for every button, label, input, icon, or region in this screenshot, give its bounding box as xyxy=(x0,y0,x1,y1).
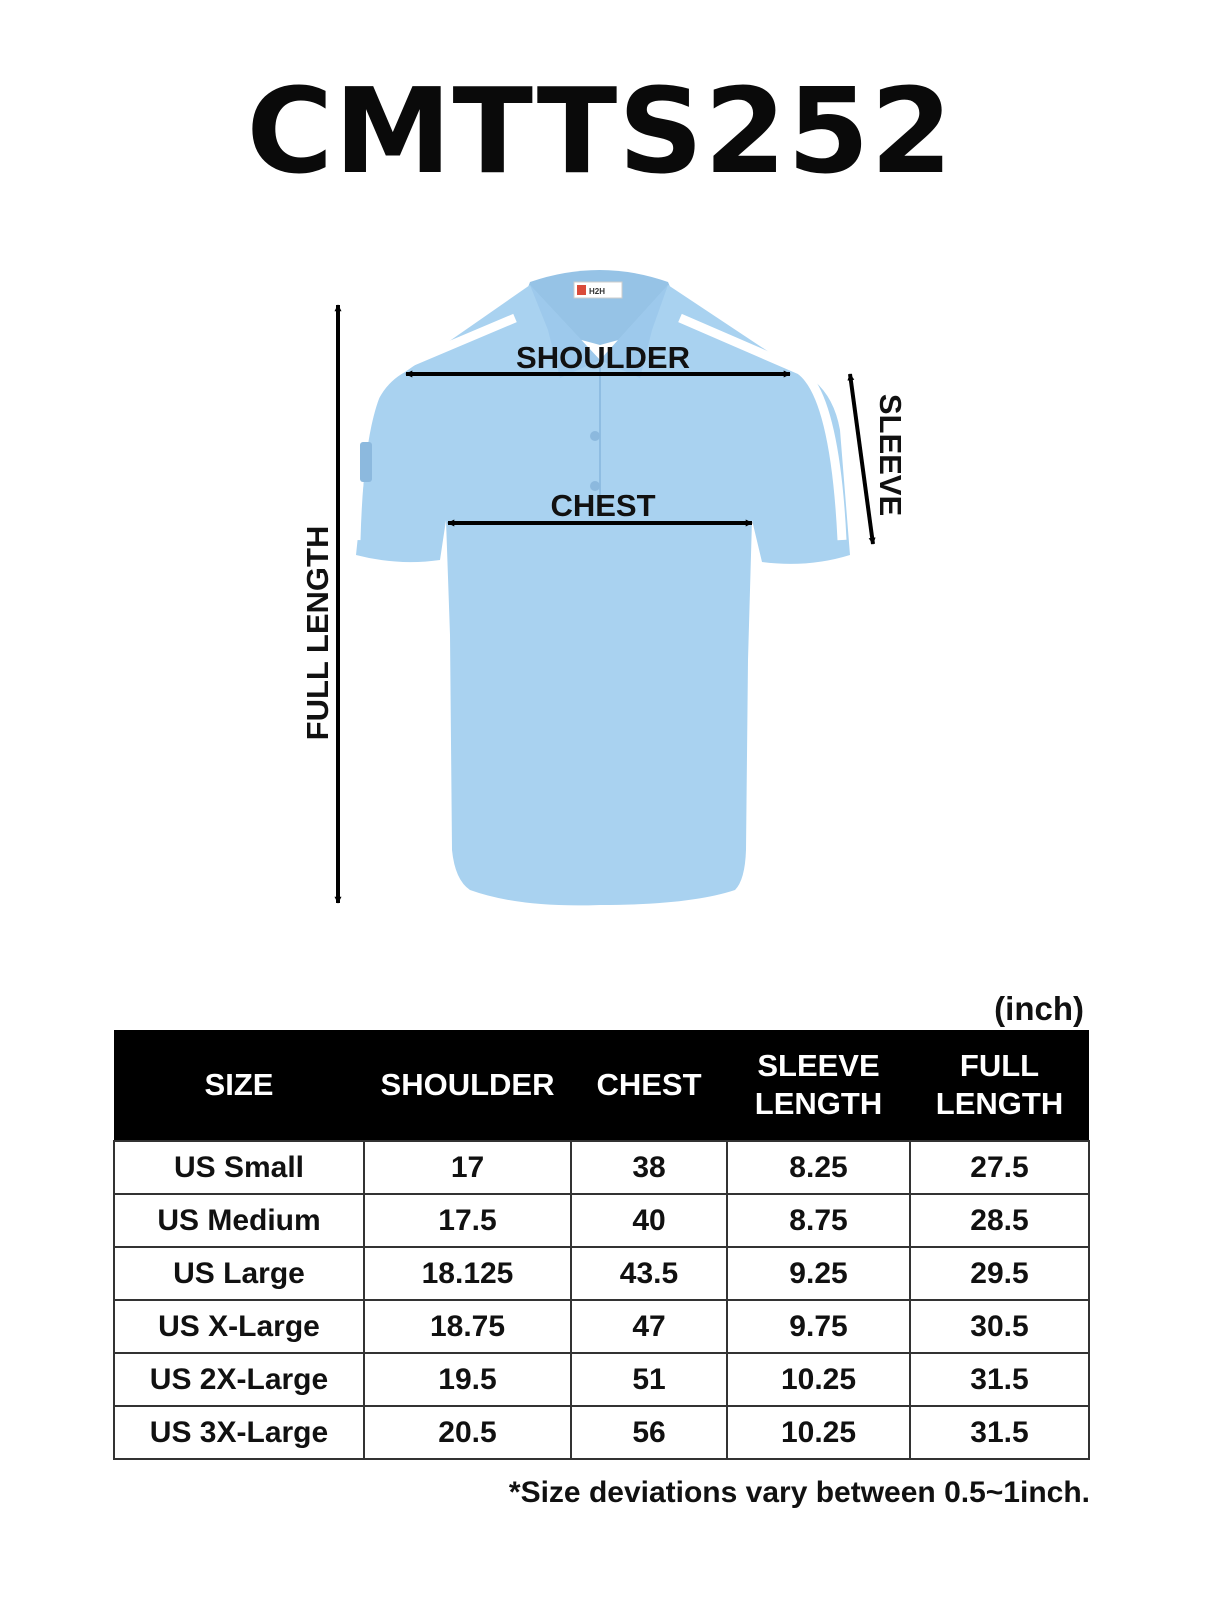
sleeve-label: SLEEVE xyxy=(873,393,908,517)
header-full-length xyxy=(910,1030,1089,1141)
header-shoulder xyxy=(364,1030,571,1141)
table-row xyxy=(114,1353,1089,1406)
header-sleeve-length xyxy=(727,1030,910,1141)
size-cell: US 2X-Large xyxy=(114,1353,364,1406)
header-line: SHOULDER xyxy=(380,1067,555,1103)
table-header-row xyxy=(114,1030,1089,1141)
table-row xyxy=(114,1406,1089,1459)
sleeve-length-cell: 10.25 xyxy=(727,1406,910,1459)
table-row xyxy=(114,1247,1089,1300)
size-cell: US Large xyxy=(114,1247,364,1300)
shoulder-label: SHOULDER xyxy=(516,340,690,375)
chest-cell: 38 xyxy=(571,1141,727,1194)
header-line: SIZE xyxy=(204,1067,274,1103)
shoulder-cell: 19.5 xyxy=(364,1353,571,1406)
header-line: LENGTH xyxy=(935,1086,1064,1121)
brand-tag-label: H2H xyxy=(589,287,606,296)
sleeve-length-cell: 8.75 xyxy=(727,1194,910,1247)
size-deviation-note: *Size deviations vary between 0.5~1inch. xyxy=(508,1476,1090,1509)
shoulder-cell: 20.5 xyxy=(364,1406,571,1459)
shoulder-cell: 18.125 xyxy=(364,1247,571,1300)
unit-label: (inch) xyxy=(994,990,1084,1027)
chest-cell: 43.5 xyxy=(571,1247,727,1300)
size-chart-table xyxy=(113,1030,1090,1460)
header-line: FULL xyxy=(959,1048,1040,1084)
chest-cell: 40 xyxy=(571,1194,727,1247)
size-cell: US X-Large xyxy=(114,1300,364,1353)
sleeve-length-cell: 9.25 xyxy=(727,1247,910,1300)
header-size xyxy=(114,1030,364,1141)
table-row xyxy=(114,1141,1089,1194)
shoulder-cell: 18.75 xyxy=(364,1300,571,1353)
shoulder-cell: 17.5 xyxy=(364,1194,571,1247)
full-length-cell: 27.5 xyxy=(910,1141,1089,1194)
header-line: SLEEVE xyxy=(757,1048,880,1084)
header-line: LENGTH xyxy=(754,1086,883,1121)
sleeve-arrow xyxy=(850,374,873,544)
table-row xyxy=(114,1194,1089,1247)
full-length-cell: 28.5 xyxy=(910,1194,1089,1247)
full-length-cell: 30.5 xyxy=(910,1300,1089,1353)
sleeve-length-cell: 8.25 xyxy=(727,1141,910,1194)
header-chest xyxy=(571,1030,727,1141)
full-length-cell: 31.5 xyxy=(910,1406,1089,1459)
full-length-cell: 31.5 xyxy=(910,1353,1089,1406)
size-cell: US Small xyxy=(114,1141,364,1194)
header-line: CHEST xyxy=(596,1067,702,1103)
sleeve-length-cell: 9.75 xyxy=(727,1300,910,1353)
size-cell: US Medium xyxy=(114,1194,364,1247)
full-length-cell: 29.5 xyxy=(910,1247,1089,1300)
product-code-title: CMTTS252 xyxy=(246,62,954,200)
size-cell: US 3X-Large xyxy=(114,1406,364,1459)
chest-label: CHEST xyxy=(550,488,656,523)
table-row xyxy=(114,1300,1089,1353)
sleeve-length-cell: 10.25 xyxy=(727,1353,910,1406)
chest-cell: 47 xyxy=(571,1300,727,1353)
chest-cell: 56 xyxy=(571,1406,727,1459)
shoulder-cell: 17 xyxy=(364,1141,571,1194)
full-length-label: FULL LENGTH xyxy=(300,525,335,741)
chest-cell: 51 xyxy=(571,1353,727,1406)
